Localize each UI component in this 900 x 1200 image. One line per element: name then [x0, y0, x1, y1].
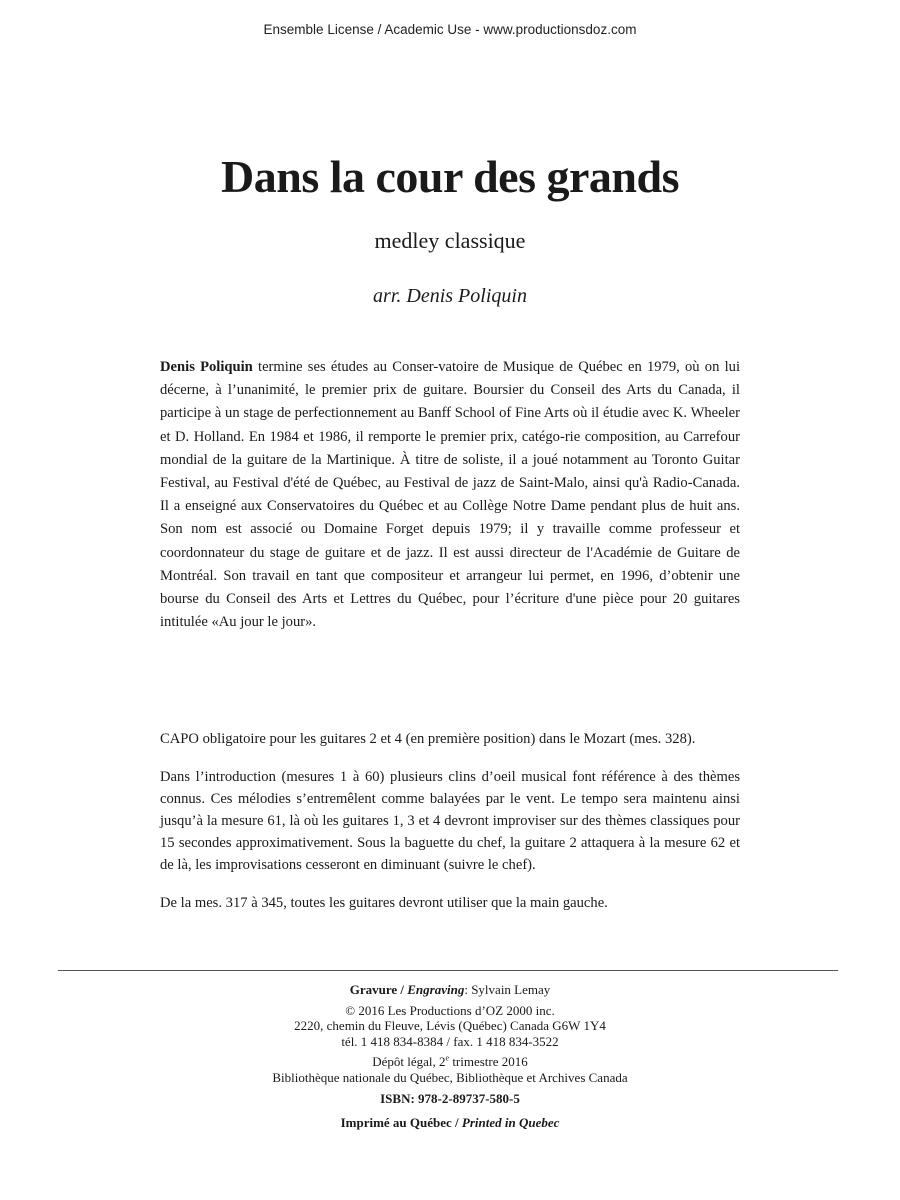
page-title: Dans la cour des grands	[221, 151, 679, 202]
introduction-note: Dans l’introduction (mesures 1 à 60) plusieurs clins d’oeil musical font référence à des thèmes connus. Ces mélodies s’entremêlent comme balayées par le vent. Le tempo sera maintenu ainsi jusqu’à la mesure 61, là où les guitares 1, 3 et 4 devront improviser sur des thèmes classiques pour 15 secondes approximativement. Sous la baguette du chef, la guitare 2 attaquera à la mesure 62 et de là, les improvisations cesseront en diminuant (suivre le chef).	[160, 769, 740, 873]
printed-separator: /	[451, 1115, 462, 1131]
legal-deposit-line: Dépôt légal, 2e trimestre 2016	[372, 1054, 528, 1070]
libraries-line: Bibliothèque nationale du Québec, Bibliothèque et Archives Canada	[272, 1069, 628, 1085]
page-subtitle: medley classique	[374, 228, 526, 253]
engraving-label-en: Engraving	[407, 982, 465, 997]
divider-line	[58, 970, 838, 971]
license-header: Ensemble License / Academic Use - www.productionsdoz.com	[263, 22, 637, 37]
publisher-block	[0, 1003, 900, 1050]
engraving-credit	[0, 982, 900, 998]
isbn-line: ISBN: 978-2-89737-580-5	[380, 1090, 520, 1106]
engraving-separator: /	[397, 982, 408, 997]
engraver-name: : Sylvain Lemay	[464, 982, 551, 997]
biography-text: termine ses études au Conser-vatoire de Musique de Québec en 1979, où on lui décerne, à l’unanimité, le premier prix de guitare. Boursier du Conseil des Arts du Canada, il participe à un stage de perfectionnement au Banff School of Fine Arts où il étudie avec K. Wheeler et D. Holland. En 1984 et 1986, il remporte le premier prix, catégo-rie composition, au Carrefour mondial de la guitare de la Martinique. À titre de soliste, il a joué notamment au Toronto Guitar Festival, au Festival d'été de Québec, au Festival de jazz de Saint-Malo, ainsi qu'à Radio-Canada. Il a enseigné aux Conservatoires du Québec et au Collège Notre Dame pendant plus de huit ans. Son nom est associé ou Domaine Forget depuis 1979; il y travaille comme professeur et coordonnateur du stage de guitare et de jazz. Il est aussi directeur de l'Académie de Guitare de Montréal. Son travail en tant que compositeur et arrangeur lui permet, en 1996, d’obtenir une bourse du Conseil des Arts et Lettres du Québec, pour l’écriture d'une pièce pour 20 guitares intitulée «Au jour le jour».	[160, 359, 740, 631]
colophon	[0, 982, 900, 1136]
capo-note: CAPO obligatoire pour les guitares 2 et 4 (en première position) dans le Mozart (mes. 328).	[160, 731, 696, 747]
biography-name: Denis Poliquin	[160, 359, 253, 375]
address-line: 2220, chemin du Fleuve, Lévis (Québec) Canada G6W 1Y4	[294, 1018, 606, 1034]
performance-notes	[160, 728, 740, 930]
left-hand-note: De la mes. 317 à 345, toutes les guitares devront utiliser que la main gauche.	[160, 895, 608, 911]
engraving-label-fr: Gravure	[349, 982, 398, 997]
printed-fr: Imprimé au Québec	[340, 1115, 452, 1131]
legal-deposit-block	[0, 1054, 900, 1085]
printed-en: Printed in Quebec	[461, 1115, 560, 1131]
biography-paragraph	[160, 356, 740, 634]
copyright-line: © 2016 Les Productions d’OZ 2000 inc.	[345, 1002, 555, 1018]
phone-line: tél. 1 418 834-8384 / fax. 1 418 834-3522	[341, 1033, 559, 1049]
printed-line	[0, 1115, 900, 1131]
arranger-credit: arr. Denis Poliquin	[373, 285, 527, 307]
